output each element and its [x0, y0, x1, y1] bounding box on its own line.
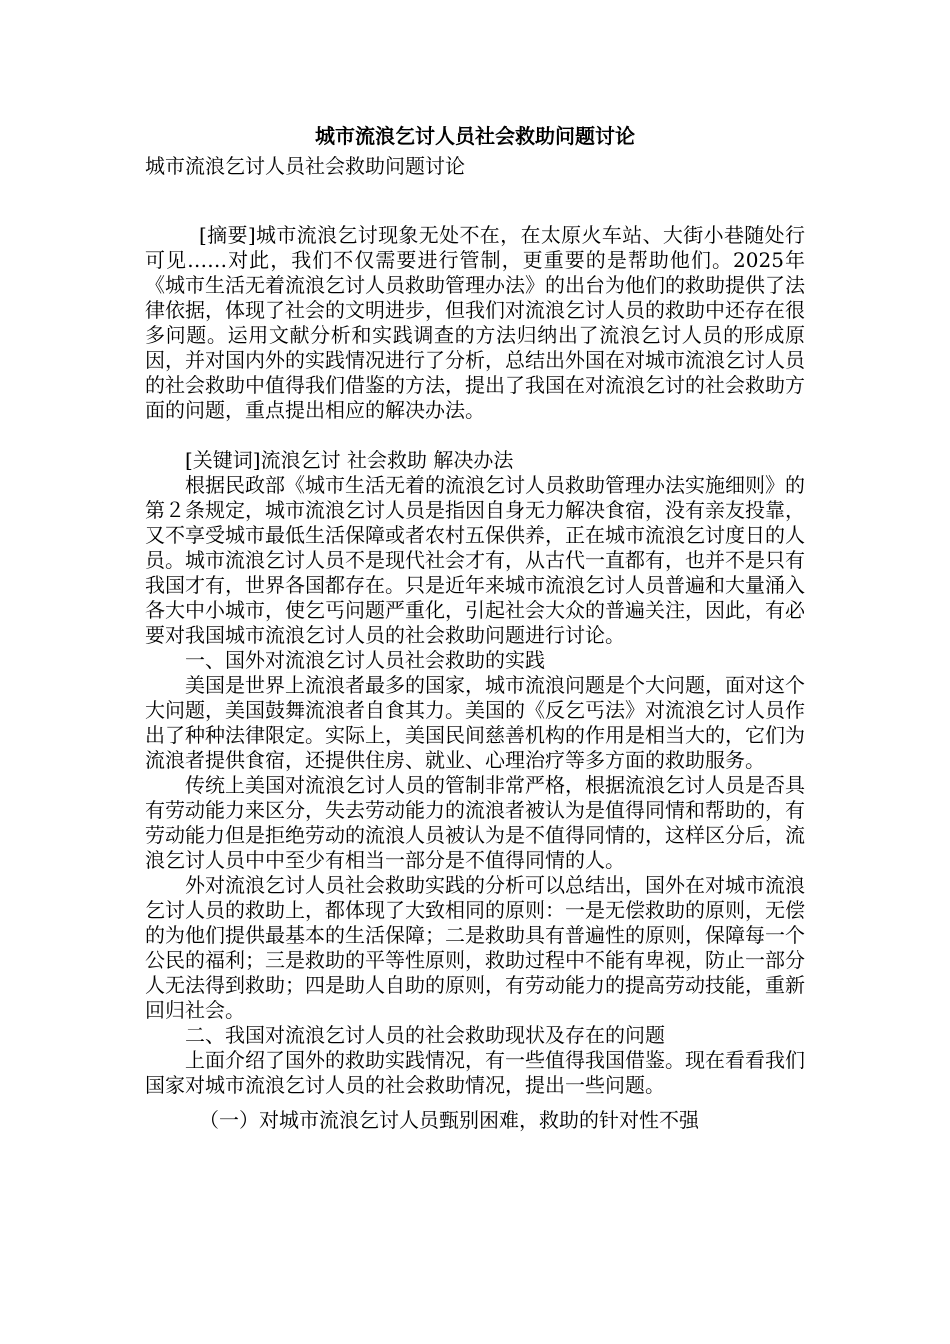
body-paragraph: 上面介绍了国外的救助实践情况，有一些值得我国借鉴。现在看看我们国家对城市流浪乞讨人员的社会救助情况，提出一些问题。 [145, 1048, 805, 1097]
subsection-heading-1: （一）对城市流浪乞讨人员甄别困难，救助的针对性不强 [199, 1108, 699, 1132]
abstract-paragraph: [摘要]城市流浪乞讨现象无处不在，在太原火车站、大街小巷随处行可见……对此，我们不仅需要进行管制，更重要的是帮助他们。2025年《城市生活无着流浪乞讨人员救助管理办法》的出台为他们的救助提供了法律依据，体现了社会的文明进步，但我们对流浪乞讨人员的救助中还存在很多问题。运用文献分析和实践调查的方法归纳出了流浪乞讨人员的形成原因，并对国内外的实践情况进行了分析，总结出外国在对城市流浪乞讨人员的社会救助中值得我们借鉴的方法，提出了我国在对流浪乞讨的社会救助方面的问题，重点提出相应的解决办法。 [145, 223, 805, 422]
body-paragraph: 外对流浪乞讨人员社会救助实践的分析可以总结出，国外在对城市流浪乞讨人员的救助上，都体现了大致相同的原则：一是无偿救助的原则，无偿的为他们提供最基本的生活保障；二是救助具有普遍性的原则，保障每一个公民的福利；三是救助的平等性原则，救助过程中不能有卑视，防止一部分人无法得到救助；四是助人自助的原则，有劳动能力的提高劳动技能，重新回归社会。 [145, 873, 805, 1022]
section-heading-2: 二、我国对流浪乞讨人员的社会救助现状及存在的问题 [185, 1023, 665, 1047]
spacer [145, 180, 805, 205]
body-paragraph: 传统上美国对流浪乞讨人员的管制非常严格，根据流浪乞讨人员是否具有劳动能力来区分，失去劳动能力的流浪者被认为是值得同情和帮助的，有劳动能力但是拒绝劳动的流浪人员被认为是不值得同情的，这样区分后，流浪乞讨人员中中至少有相当一部分是不值得同情的人。 [145, 773, 805, 872]
document-title: 城市流浪乞讨人员社会救助问题讨论 [315, 124, 635, 148]
section-heading-1: 一、国外对流浪乞讨人员社会救助的实践 [185, 648, 545, 672]
body-paragraph: 美国是世界上流浪者最多的国家，城市流浪问题是个大问题，面对这个大问题，美国鼓舞流浪者自食其力。美国的《反乞丐法》对流浪乞讨人员作出了种种法律限定。实际上，美国民间慈善机构的作用是相当大的，它们为流浪者提供食宿，还提供住房、就业、心理治疗等多方面的救助服务。 [145, 673, 805, 772]
document-subtitle: 城市流浪乞讨人员社会救助问题讨论 [145, 154, 465, 178]
document-page [145, 120, 805, 1133]
spacer [145, 423, 805, 448]
keywords-paragraph: [关键词]流浪乞讨 社会救助 解决办法 [185, 448, 514, 472]
intro-paragraph: 根据民政部《城市生活无着的流浪乞讨人员救助管理办法实施细则》的第２条规定，城市流浪乞讨人员是指因自身无力解决食宿，没有亲友投靠，又不享受城市最低生活保障或者农村五保供养，正在城市流浪乞讨度日的人员。城市流浪乞讨人员不是现代社会才有，从古代一直都有，也并不是只有我国才有，世界各国都存在。只是近年来城市流浪乞讨人员普遍和大量涌入各大中小城市，使乞丐问题严重化，引起社会大众的普遍关注，因此，有必要对我国城市流浪乞讨人员的社会救助问题进行讨论。 [145, 473, 805, 647]
